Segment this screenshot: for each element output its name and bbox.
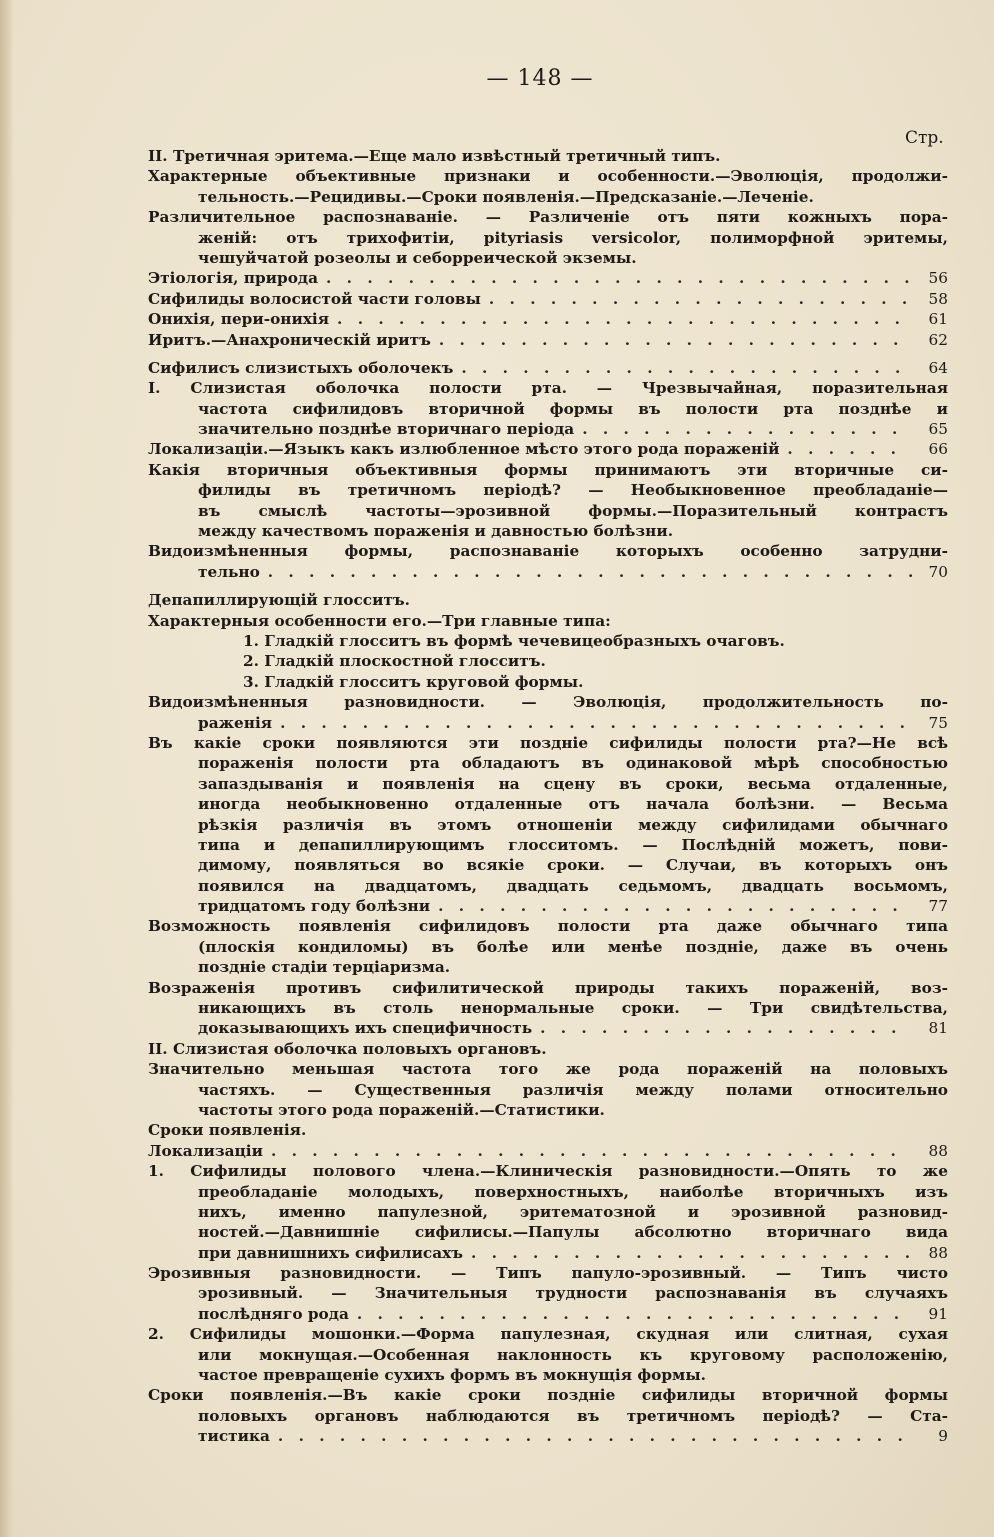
page-number: — 148 — bbox=[486, 66, 594, 91]
toc-line: преобладаніе молодыхъ, поверхностныхъ, наиболѣе вторичныхъ изъ bbox=[198, 1182, 948, 1201]
toc-line: димому, появляться во всякіе сроки. — Случаи, въ которыхъ онъ bbox=[198, 856, 948, 875]
toc-page-number: 56 bbox=[928, 269, 948, 288]
toc-entry-text: послѣдняго рода bbox=[198, 1304, 349, 1323]
toc-line: 2. Сифилиды мошонки.—Форма папулезная, скудная или слитная, сухая bbox=[148, 1325, 948, 1344]
toc-page-number: 88 bbox=[928, 1243, 948, 1262]
toc-line: Депапиллирующій глосситъ. bbox=[148, 591, 410, 610]
toc-entry-text: тистика bbox=[198, 1427, 270, 1446]
toc-line: Въ какіе сроки появляются эти поздніе сифилиды полости рта?—Не всѣ bbox=[148, 733, 948, 752]
toc-line: частота сифилидовъ вторичной формы въ полости рта позднѣе и bbox=[198, 399, 948, 418]
page-gutter bbox=[0, 0, 14, 1537]
toc-page-number: 88 bbox=[928, 1141, 948, 1160]
toc-line: ностей.—Давнишніе сифилисы.—Папулы абсолютно вторичнаго вида bbox=[198, 1223, 948, 1242]
toc-line: Какія вторичныя объективныя формы принимаютъ эти вторичные си- bbox=[148, 460, 948, 479]
toc-entry-text: Сифилисъ слизистыхъ оболочекъ bbox=[148, 358, 454, 377]
toc-line: 2. Гладкій плоскостной глосситъ. bbox=[243, 652, 546, 671]
toc-line bbox=[148, 419, 948, 439]
toc-page-number: 61 bbox=[928, 310, 948, 329]
toc-line bbox=[148, 268, 948, 288]
toc-line: половыхъ органовъ наблюдаются въ третичномъ періодѣ? — Ста- bbox=[198, 1406, 948, 1425]
toc-line bbox=[148, 358, 948, 378]
dot-leader bbox=[582, 419, 912, 439]
toc-line: женій: отъ трихофитіи, pityriasis versicolor, полиморфной эритемы, bbox=[198, 228, 948, 247]
toc-line bbox=[148, 1304, 948, 1324]
toc-line bbox=[148, 439, 948, 459]
toc-line: запаздыванія и появленія на сцену въ сроки, весьма отдаленные, bbox=[198, 774, 948, 793]
toc-entry-text: доказывающихъ ихъ специфичность bbox=[198, 1019, 533, 1038]
toc-page-number: 91 bbox=[928, 1304, 948, 1323]
toc-line: въ смыслѣ частоты—эрозивной формы.—Поразительный контрастъ bbox=[198, 501, 948, 520]
toc-line: Характерные объективные признаки и особенности.—Эволюція, продолжи- bbox=[148, 167, 948, 186]
toc-line: 1. Гладкій глосситъ въ формѣ чечевицеобразныхъ очаговъ. bbox=[243, 631, 785, 650]
toc-line bbox=[148, 562, 948, 582]
toc-line: 1. Сифилиды полового члена.—Клиническія разновидности.—Опять то же bbox=[148, 1162, 948, 1181]
toc-line bbox=[148, 713, 948, 733]
toc-page-number: 77 bbox=[928, 897, 948, 916]
toc-line: Сроки появленія. bbox=[148, 1121, 307, 1140]
toc-line: Видоизмѣненныя формы, распознаваніе которыхъ особенно затрудни- bbox=[148, 542, 948, 561]
toc-line: Эрозивныя разновидности. — Типъ папуло-эрозивный. — Типъ чисто bbox=[148, 1264, 948, 1283]
dot-leader bbox=[357, 1304, 912, 1324]
toc-page-number: 58 bbox=[928, 289, 948, 308]
dot-leader bbox=[461, 358, 912, 378]
toc-page-number: 65 bbox=[928, 420, 948, 439]
toc-page-number: 9 bbox=[938, 1427, 948, 1446]
toc-line: эрозивный. — Значительныя трудности распознаванія въ случаяхъ bbox=[198, 1284, 948, 1303]
toc-line: появился на двадцатомъ, двадцать седьмомъ, двадцать восьмомъ, bbox=[198, 876, 948, 895]
toc-line bbox=[148, 1243, 948, 1263]
toc-line bbox=[148, 330, 948, 350]
toc-line: Возможность появленія сифилидовъ полости рта даже обычнаго типа bbox=[148, 917, 948, 936]
dot-leader bbox=[787, 439, 912, 459]
toc-line: Видоизмѣненныя разновидности. — Эволюція, продолжительность по- bbox=[148, 693, 948, 712]
toc-line: Возраженія противъ сифилитической природы такихъ пораженій, воз- bbox=[148, 978, 948, 997]
toc-entry-text: при давнишнихъ сифилисахъ bbox=[198, 1243, 464, 1262]
toc-line: нихъ, именно папулезной, эритематозной и эрозивной разновид- bbox=[198, 1202, 948, 1221]
toc-line: 3. Гладкій глосситъ круговой формы. bbox=[243, 672, 584, 691]
toc-entry-text: Этіологія, природа bbox=[148, 269, 319, 288]
toc-entry-text: Сифилиды волосистой части головы bbox=[148, 289, 481, 308]
toc-line bbox=[148, 1426, 948, 1446]
toc-line: тельность.—Рецидивы.—Сроки появленія.—Предсказаніе.—Леченіе. bbox=[198, 187, 814, 206]
toc-line: частяхъ. — Существенныя различія между полами относительно bbox=[198, 1080, 948, 1099]
toc-line: Различительное распознаваніе. — Различеніе отъ пяти кожныхъ пора- bbox=[148, 208, 948, 227]
dot-leader bbox=[268, 562, 912, 582]
dot-leader bbox=[489, 289, 912, 309]
dot-leader bbox=[278, 1426, 912, 1446]
toc-line bbox=[148, 1018, 948, 1038]
toc-line: чешуйчатой розеолы и себорреической экземы. bbox=[198, 248, 637, 267]
toc-page-number: 75 bbox=[928, 713, 948, 732]
toc-line: пораженія полости рта обладаютъ въ одинаковой мѣрѣ способностью bbox=[198, 754, 948, 773]
table-of-contents bbox=[148, 146, 948, 1447]
toc-line: частое превращеніе сухихъ формъ въ мокнущія формы. bbox=[198, 1366, 707, 1385]
dot-leader bbox=[540, 1018, 912, 1038]
toc-line: II. Третичная эритема.—Еще мало извѣстный третичный типъ. bbox=[148, 147, 721, 165]
dot-leader bbox=[337, 309, 912, 329]
toc-entry-text: значительно позднѣе вторичнаго періода bbox=[198, 420, 575, 439]
toc-entry-text: тельно bbox=[198, 562, 260, 581]
dot-leader bbox=[439, 330, 912, 350]
toc-page-number: 81 bbox=[928, 1019, 948, 1038]
toc-page-number: 66 bbox=[928, 440, 948, 459]
dot-leader bbox=[438, 896, 912, 916]
toc-entry-text: раженія bbox=[198, 713, 273, 732]
toc-line: филиды въ третичномъ періодѣ? — Необыкновенное преобладаніе— bbox=[198, 481, 948, 500]
toc-entry-text: Иритъ.—Анахроническій иритъ bbox=[148, 330, 431, 349]
toc-page-number: 62 bbox=[928, 330, 948, 349]
dot-leader bbox=[280, 713, 912, 733]
toc-entry-text: тридцатомъ году болѣзни bbox=[198, 897, 431, 916]
toc-entry-text: Локализаціи bbox=[148, 1141, 263, 1160]
toc-line bbox=[148, 1141, 948, 1161]
toc-line: Значительно меньшая частота того же рода пораженій на половыхъ bbox=[148, 1060, 948, 1079]
toc-line: (плоскія кондиломы) въ болѣе или менѣе поздніе, даже въ очень bbox=[198, 937, 948, 956]
toc-line: никающихъ въ столь ненормальные сроки. — Три свидѣтельства, bbox=[198, 999, 948, 1018]
page-column-label: Стр. bbox=[905, 128, 944, 148]
dot-leader bbox=[271, 1141, 912, 1161]
dot-leader bbox=[326, 268, 912, 288]
toc-page-number: 70 bbox=[928, 562, 948, 581]
toc-line: иногда необыкновенно отдаленные отъ начала болѣзни. — Весьма bbox=[198, 795, 948, 814]
toc-line: II. Слизистая оболочка половыхъ органовъ. bbox=[148, 1039, 547, 1058]
toc-line: типа и депапиллирующимъ глосситомъ. — Послѣдній можетъ, пови- bbox=[198, 835, 948, 854]
toc-line bbox=[148, 289, 948, 309]
toc-line: I. Слизистая оболочка полости рта. — Чрезвычайная, поразительная bbox=[148, 379, 948, 398]
toc-entry-text: Локализаціи.—Языкъ какъ излюбленное мѣсто этого рода пораженій bbox=[148, 440, 780, 459]
toc-line: рѣзкія различія въ этомъ отношеніи между сифилидами обычнаго bbox=[198, 815, 948, 834]
toc-page-number: 64 bbox=[928, 358, 948, 377]
toc-line: или мокнущая.—Особенная наклонность къ круговому расположенію, bbox=[198, 1345, 948, 1364]
toc-line: между качествомъ пораженія и давностью болѣзни. bbox=[198, 522, 674, 541]
toc-line: поздніе стадіи терціаризма. bbox=[198, 958, 451, 977]
toc-line bbox=[148, 896, 948, 916]
toc-entry-text: Онихія, пери-онихія bbox=[148, 310, 330, 329]
toc-line: Сроки появленія.—Въ какіе сроки поздніе сифилиды вторичной формы bbox=[148, 1386, 948, 1405]
toc-line: Характерныя особенности его.—Три главные типа: bbox=[148, 611, 611, 630]
toc-line: частоты этого рода пораженій.—Статистики. bbox=[198, 1100, 605, 1119]
dot-leader bbox=[471, 1243, 912, 1263]
toc-line bbox=[148, 309, 948, 329]
